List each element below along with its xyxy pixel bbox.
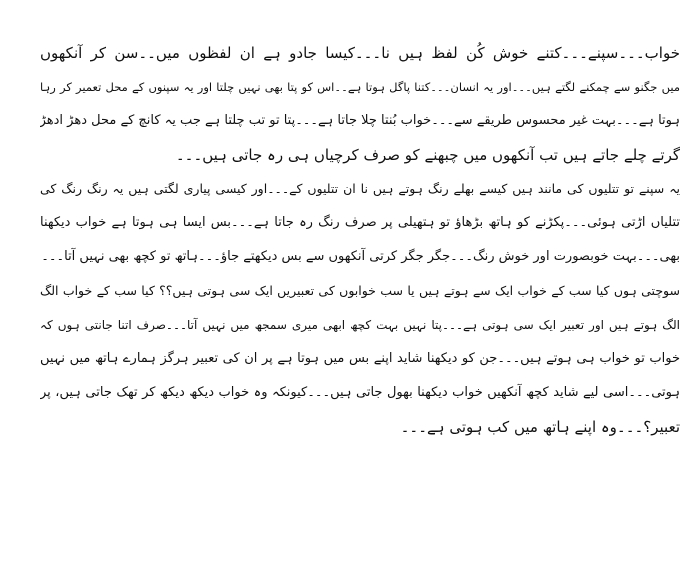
text-line: تعبیر؟۔۔۔وہ اپنے ہاتھ میں کب ہوتی ہے۔۔۔ bbox=[400, 418, 680, 436]
text-line: ہوتی۔۔۔اسی لیے شاید کچھ آنکھیں خواب دیکھنا بھول جاتی ہیں۔۔۔کیونکہ وہ خواب دیکھ دیکھ کر تھک جاتی ہیں، پر bbox=[40, 385, 680, 400]
text-line: بھی۔۔۔بہت خوبصورت اور خوش رنگ۔۔۔جگر جگر کرتی آنکھوں سے بس دیکھتے جاؤ۔۔۔ہاتھ تو کچھ بھی نہیں آتا۔۔۔ bbox=[41, 249, 680, 264]
text-line: ہوتا ہے۔۔۔بہت غیر محسوس طریقے سے۔۔۔خواب بُنتا چلا جاتا ہے۔۔۔پتا تو تب چلتا ہے جب یہ کانچ کے محل دھڑ ادھڑ bbox=[40, 113, 680, 128]
text-line: سوچتی ہوں کیا سب کے خواب ایک سے ہوتے ہیں یا سب خوابوں کی تعبیریں ایک سی ہوتی ہیں؟؟ کیا سب کے خواب الگ bbox=[40, 283, 680, 298]
text-line: خواب۔۔۔سپنے۔۔۔کتنے خوش کُن لفظ ہیں نا۔۔۔کیسا جادو ہے ان لفظوں میں۔۔سن کر آنکھوں bbox=[40, 44, 680, 62]
urdu-text-block bbox=[40, 36, 680, 444]
text-line: الگ ہوتے ہیں اور تعبیر ایک سی ہوتی ہے۔۔۔پتا نہیں بہت کچھ ابھی میری سمجھ میں نہیں آتا۔۔۔صرف اتنا جانتی ہوں کہ bbox=[40, 318, 680, 332]
text-line: گرتے چلے جاتے ہیں تب آنکھوں میں چبھنے کو صرف کرچیاں ہی رہ جاتی ہیں۔۔۔ bbox=[175, 146, 680, 164]
text-line: خواب تو خواب ہی ہوتے ہیں۔۔۔جن کو دیکھنا شاید اپنے بس میں ہوتا ہے پر ان کی تعبیر ہرگز ہمارے ہاتھ میں نہیں bbox=[40, 351, 680, 366]
text-line: یہ سپنے تو تتلیوں کی مانند ہیں کیسے بھلے رنگ ہوتے ہیں نا ان تتلیوں کے۔۔۔اور کیسی پیاری لگتی ہیں یہ رنگ رنگ کی bbox=[40, 181, 680, 196]
text-line: میں جگنو سے چمکنے لگتے ہیں۔۔۔اور یہ انسان۔۔۔کتنا پاگل ہوتا ہے۔۔اس کو پتا بھی نہیں چلتا اور یہ سپنوں کے محل تعمیر کر رہا bbox=[40, 80, 680, 94]
text-line: تتلیاں اڑتی ہوئی۔۔۔پکڑنے کو ہاتھ بڑھاؤ تو ہتھیلی پر صرف رنگ رہ جاتا ہے۔۔۔بس ایسا ہی ہوتا ہے خواب دیکھنا bbox=[40, 215, 680, 230]
